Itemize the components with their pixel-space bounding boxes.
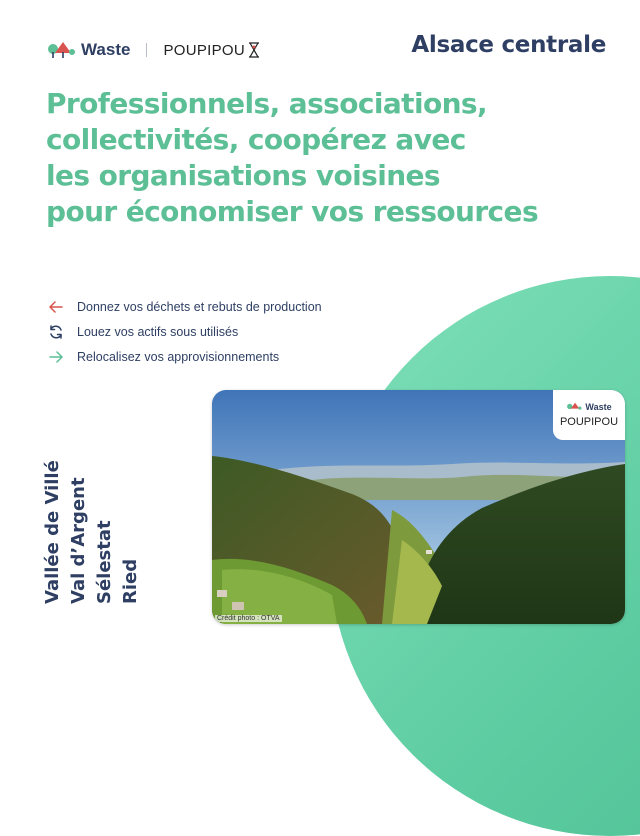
arrow-right-icon: [46, 351, 66, 363]
headline-line: les organisations voisines: [46, 159, 440, 192]
place-label: Ried: [120, 558, 141, 604]
feature-item: [46, 294, 322, 319]
badge-waste-label: Waste: [585, 402, 612, 412]
badge-waste-logo: [566, 402, 611, 412]
waste-trees-icon: [46, 41, 76, 59]
photo-brand-badge: [553, 390, 625, 440]
headline: [46, 86, 616, 230]
region-title: Alsace centrale: [411, 32, 606, 58]
waste-logo: [46, 40, 130, 60]
waste-brand-label: Waste: [81, 40, 131, 59]
poupipou-hourglass-icon: [247, 42, 261, 58]
refresh-icon: [46, 324, 66, 340]
feature-list: [46, 294, 322, 369]
badge-poupipou-label: POUPIPOU: [559, 416, 619, 428]
feature-text: Donnez vos déchets et rebuts de production: [77, 299, 322, 314]
place-label: Val d’Argent: [68, 477, 89, 604]
valley-photo: [212, 390, 625, 624]
waste-trees-icon: [566, 402, 582, 412]
feature-text: Relocalisez vos approvisionnements: [77, 349, 280, 364]
brand-header: [46, 40, 261, 60]
feature-item: [46, 344, 322, 369]
logo-divider: [146, 43, 147, 57]
place-label: Sélestat: [94, 520, 115, 604]
places-list: [40, 460, 144, 604]
place-label: Vallée de Villé: [42, 460, 63, 604]
poupipou-brand-label: POUPIPOU: [163, 41, 246, 59]
poupipou-logo: [163, 42, 261, 59]
headline-line: Professionnels, associations,: [46, 87, 488, 120]
arrow-left-icon: [46, 301, 66, 313]
feature-item: [46, 319, 322, 344]
headline-line: pour économiser vos ressources: [46, 195, 539, 228]
headline-line: collectivités, coopérez avec: [46, 123, 466, 156]
feature-text: Louez vos actifs sous utilisés: [77, 324, 239, 339]
photo-credit: Crédit photo : OTVA: [217, 615, 280, 622]
